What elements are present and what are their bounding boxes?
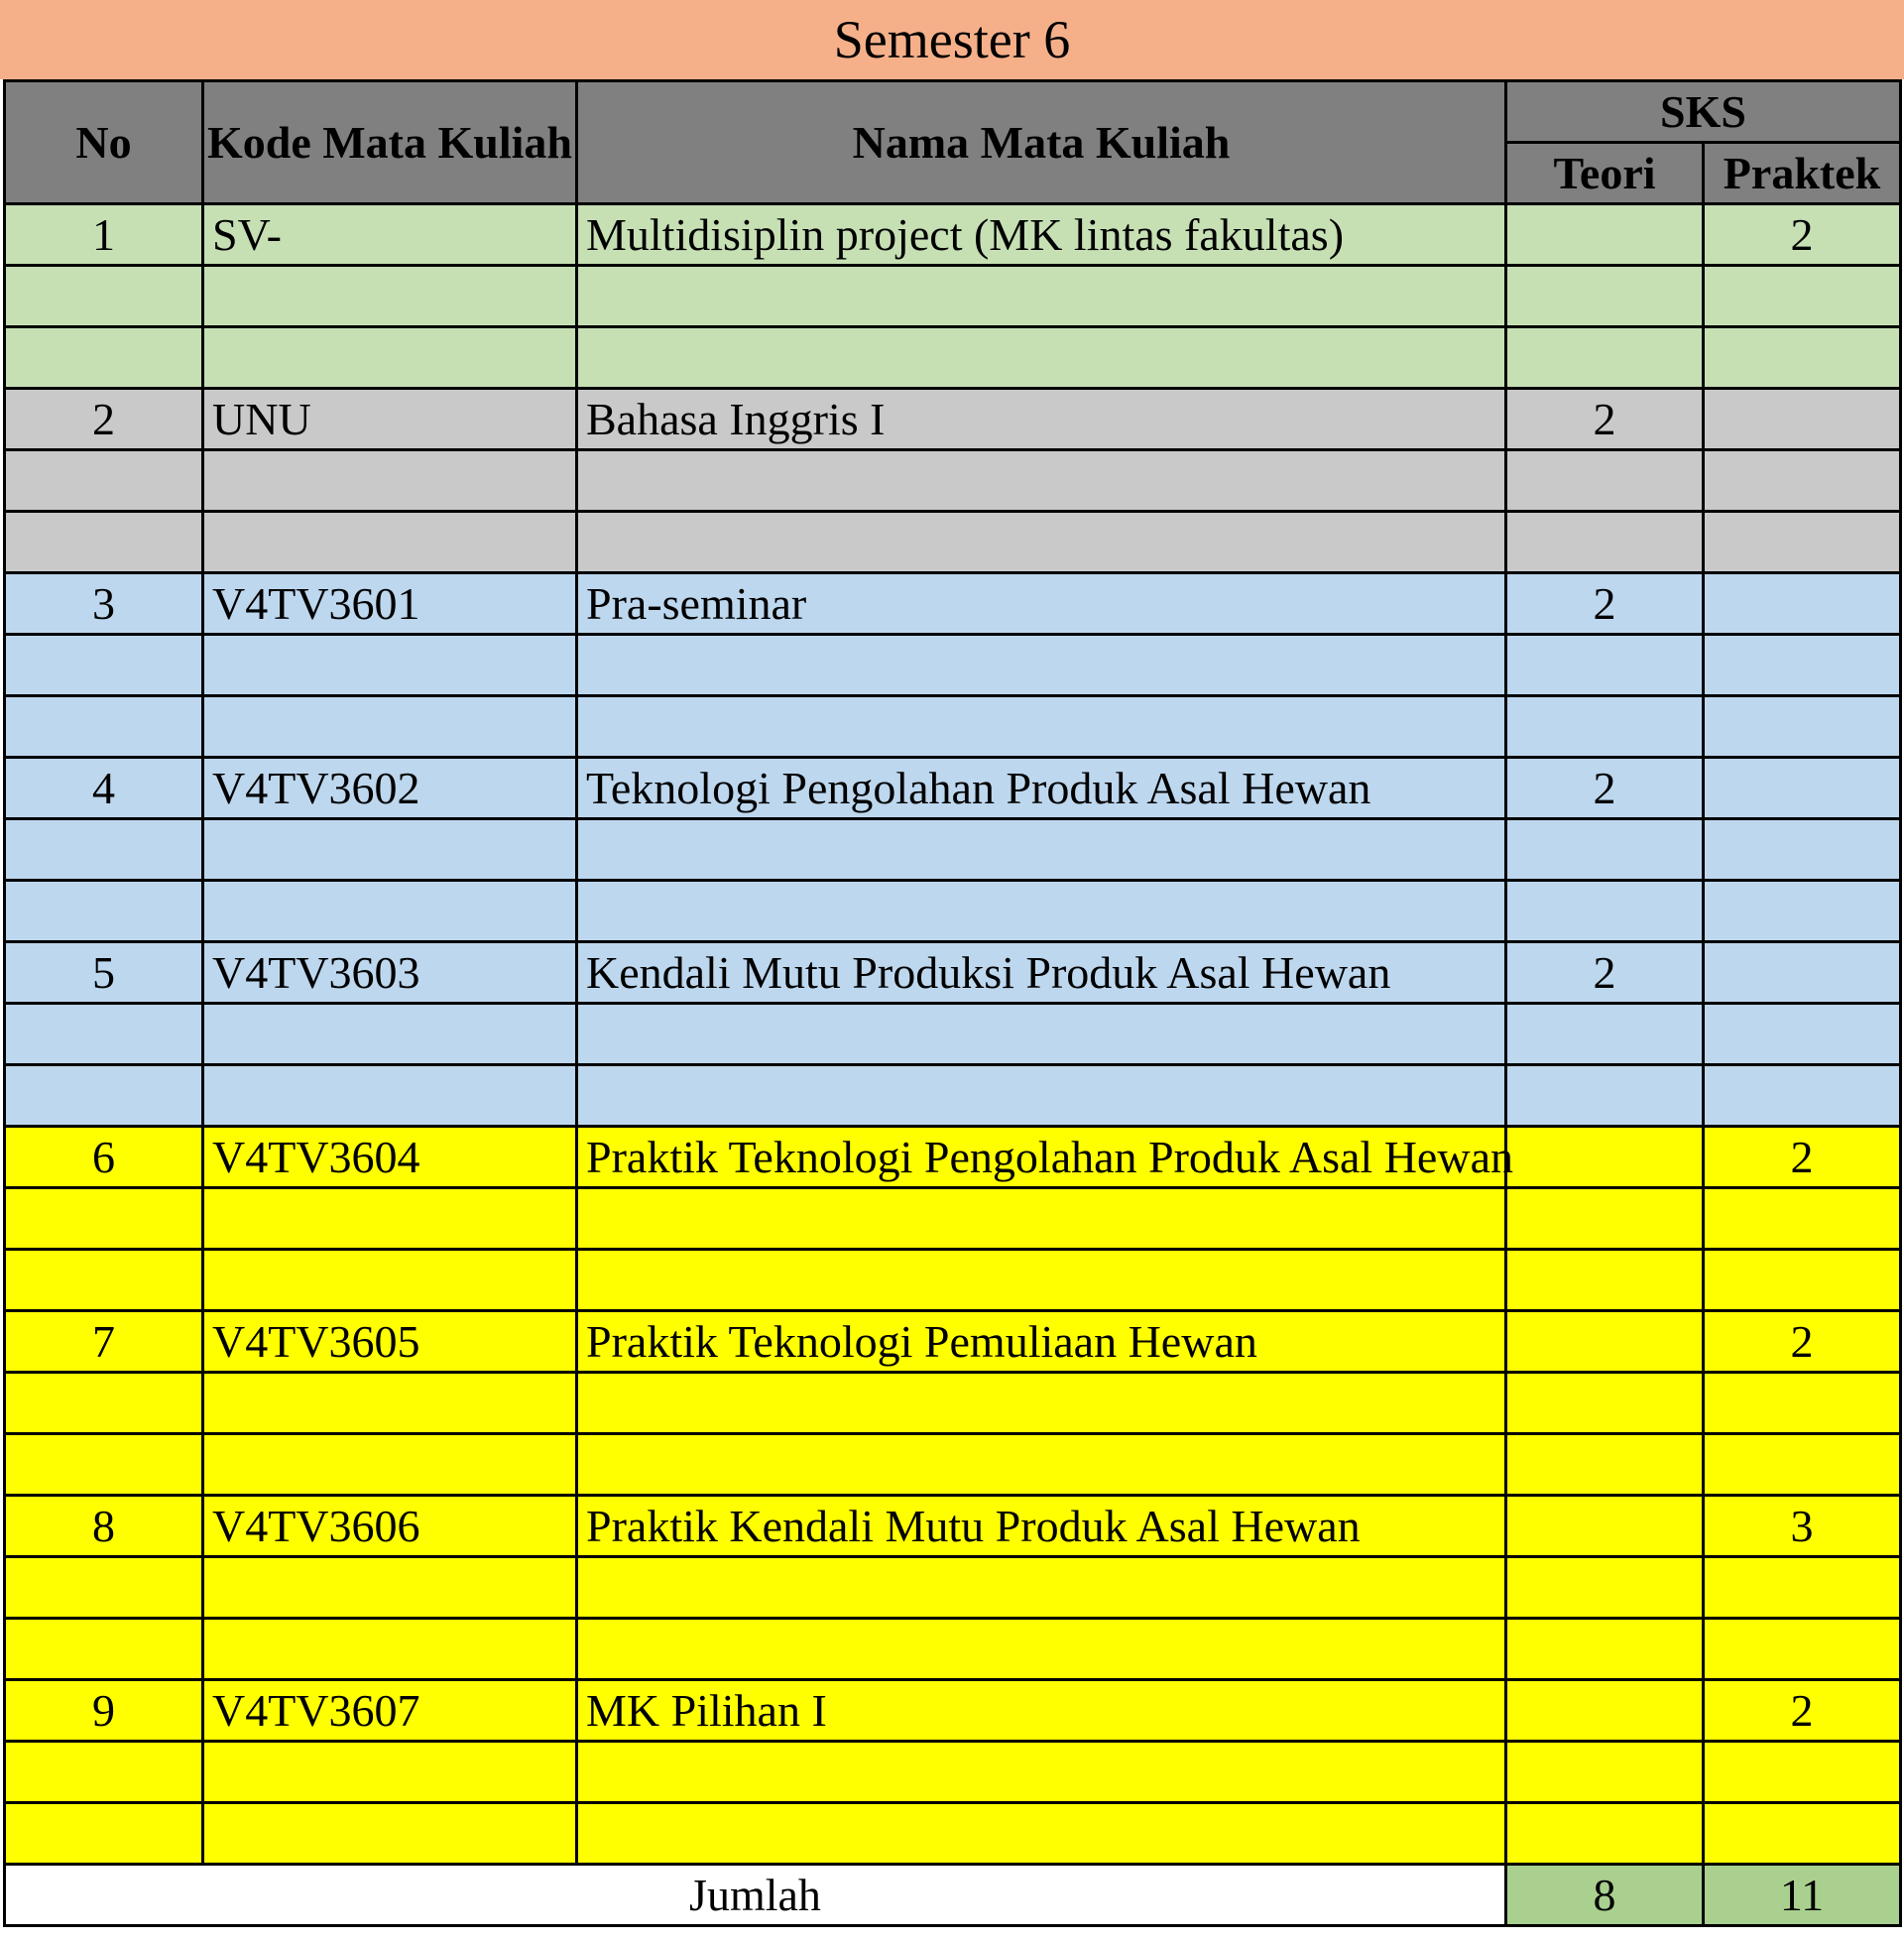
cell-teori — [1506, 1619, 1704, 1680]
cell-code — [203, 1004, 577, 1065]
cell-no — [5, 1619, 203, 1680]
cell-code — [203, 696, 577, 758]
cell-teori — [1506, 1803, 1704, 1865]
table-row — [5, 942, 1901, 1004]
table-row — [5, 1311, 1901, 1373]
table-row — [5, 573, 1901, 635]
table-row-spacer — [5, 266, 1901, 327]
cell-name — [577, 1250, 1506, 1311]
cell-name — [577, 1557, 1506, 1619]
total-row — [5, 1865, 1901, 1926]
cell-code — [203, 635, 577, 696]
cell-praktek — [1704, 1619, 1901, 1680]
cell-praktek — [1704, 1434, 1901, 1496]
cell-name: MK Pilihan I — [577, 1680, 1506, 1742]
cell-praktek — [1704, 1557, 1901, 1619]
cell-name: Kendali Mutu Produksi Produk Asal Hewan — [577, 942, 1506, 1004]
cell-praktek — [1704, 389, 1901, 450]
cell-teori: 2 — [1506, 942, 1704, 1004]
cell-teori — [1506, 1127, 1704, 1188]
header-no: No — [5, 81, 203, 204]
cell-no: 7 — [5, 1311, 203, 1373]
cell-code: V4TV3605 — [203, 1311, 577, 1373]
cell-name — [577, 696, 1506, 758]
header-teori: Teori — [1506, 143, 1704, 204]
cell-teori — [1506, 1742, 1704, 1803]
cell-name — [577, 1619, 1506, 1680]
cell-name — [577, 450, 1506, 512]
table-row-spacer — [5, 1557, 1901, 1619]
cell-code: V4TV3601 — [203, 573, 577, 635]
cell-no: 2 — [5, 389, 203, 450]
cell-praktek — [1704, 266, 1901, 327]
header-praktek: Praktek — [1704, 143, 1901, 204]
table-row-spacer — [5, 635, 1901, 696]
cell-teori — [1506, 819, 1704, 881]
cell-no: 5 — [5, 942, 203, 1004]
cell-praktek — [1704, 635, 1901, 696]
cell-teori — [1506, 635, 1704, 696]
cell-no — [5, 450, 203, 512]
table-row-spacer — [5, 1373, 1901, 1434]
cell-teori — [1506, 1434, 1704, 1496]
cell-code: V4TV3602 — [203, 758, 577, 819]
table-row-spacer — [5, 819, 1901, 881]
cell-no: 1 — [5, 204, 203, 266]
table-row-spacer — [5, 696, 1901, 758]
cell-no — [5, 819, 203, 881]
cell-no — [5, 1188, 203, 1250]
cell-praktek: 2 — [1704, 204, 1901, 266]
table-row — [5, 1680, 1901, 1742]
cell-no — [5, 1803, 203, 1865]
cell-no — [5, 881, 203, 942]
cell-name: Teknologi Pengolahan Produk Asal Hewan — [577, 758, 1506, 819]
cell-teori — [1506, 1311, 1704, 1373]
table-row — [5, 204, 1901, 266]
table-row-spacer — [5, 1434, 1901, 1496]
cell-teori: 2 — [1506, 389, 1704, 450]
course-table — [3, 79, 1902, 1927]
cell-praktek: 2 — [1704, 1127, 1901, 1188]
cell-name — [577, 1742, 1506, 1803]
cell-code — [203, 266, 577, 327]
cell-no — [5, 266, 203, 327]
table-row-spacer — [5, 1803, 1901, 1865]
cell-teori — [1506, 266, 1704, 327]
cell-praktek — [1704, 1373, 1901, 1434]
cell-praktek — [1704, 758, 1901, 819]
table-row-spacer — [5, 512, 1901, 573]
cell-praktek — [1704, 450, 1901, 512]
table-row-spacer — [5, 1742, 1901, 1803]
cell-no — [5, 327, 203, 389]
cell-teori: 2 — [1506, 573, 1704, 635]
cell-teori — [1506, 1188, 1704, 1250]
cell-name — [577, 1434, 1506, 1496]
cell-teori — [1506, 1680, 1704, 1742]
table-row — [5, 1496, 1901, 1557]
cell-no — [5, 696, 203, 758]
cell-name — [577, 327, 1506, 389]
header-sks: SKS — [1506, 81, 1901, 143]
cell-name: Praktik Teknologi Pengolahan Produk Asal Hewan — [577, 1127, 1506, 1188]
cell-code: SV- — [203, 204, 577, 266]
cell-code — [203, 1557, 577, 1619]
cell-name: Praktik Kendali Mutu Produk Asal Hewan — [577, 1496, 1506, 1557]
cell-praktek — [1704, 1803, 1901, 1865]
cell-no: 9 — [5, 1680, 203, 1742]
cell-no — [5, 1434, 203, 1496]
cell-name — [577, 819, 1506, 881]
cell-code — [203, 512, 577, 573]
cell-teori: 2 — [1506, 758, 1704, 819]
cell-code: V4TV3606 — [203, 1496, 577, 1557]
cell-code: UNU — [203, 389, 577, 450]
cell-no: 8 — [5, 1496, 203, 1557]
cell-praktek — [1704, 819, 1901, 881]
cell-praktek — [1704, 1188, 1901, 1250]
cell-praktek — [1704, 696, 1901, 758]
table-row-spacer — [5, 1619, 1901, 1680]
cell-no — [5, 1373, 203, 1434]
cell-teori — [1506, 1065, 1704, 1127]
table-row-spacer — [5, 327, 1901, 389]
header-code: Kode Mata Kuliah — [203, 81, 577, 204]
cell-no — [5, 1250, 203, 1311]
cell-praktek — [1704, 881, 1901, 942]
cell-praktek — [1704, 942, 1901, 1004]
table-row — [5, 389, 1901, 450]
cell-code — [203, 819, 577, 881]
cell-teori — [1506, 450, 1704, 512]
cell-praktek — [1704, 1065, 1901, 1127]
cell-code — [203, 1188, 577, 1250]
cell-no — [5, 1557, 203, 1619]
cell-teori — [1506, 696, 1704, 758]
cell-teori — [1506, 1250, 1704, 1311]
cell-teori — [1506, 881, 1704, 942]
cell-praktek — [1704, 512, 1901, 573]
table-row-spacer — [5, 1250, 1901, 1311]
total-teori: 8 — [1506, 1865, 1704, 1926]
cell-no — [5, 1742, 203, 1803]
cell-name: Multidisiplin project (MK lintas fakultas) — [577, 204, 1506, 266]
cell-code — [203, 1373, 577, 1434]
cell-teori — [1506, 204, 1704, 266]
table-row-spacer — [5, 1188, 1901, 1250]
total-label: Jumlah — [5, 1865, 1506, 1926]
total-praktek: 11 — [1704, 1865, 1901, 1926]
cell-name — [577, 1803, 1506, 1865]
cell-code: V4TV3603 — [203, 942, 577, 1004]
table-row-spacer — [5, 450, 1901, 512]
cell-praktek: 2 — [1704, 1680, 1901, 1742]
table-row-spacer — [5, 1065, 1901, 1127]
cell-name: Pra-seminar — [577, 573, 1506, 635]
cell-name — [577, 1373, 1506, 1434]
cell-praktek — [1704, 1004, 1901, 1065]
cell-code — [203, 1742, 577, 1803]
cell-code — [203, 1619, 577, 1680]
cell-praktek — [1704, 1250, 1901, 1311]
cell-teori — [1506, 1373, 1704, 1434]
table-row-spacer — [5, 881, 1901, 942]
cell-praktek — [1704, 327, 1901, 389]
cell-code — [203, 1803, 577, 1865]
cell-no: 6 — [5, 1127, 203, 1188]
cell-code: V4TV3604 — [203, 1127, 577, 1188]
cell-code: V4TV3607 — [203, 1680, 577, 1742]
cell-name — [577, 1065, 1506, 1127]
cell-name: Praktik Teknologi Pemuliaan Hewan — [577, 1311, 1506, 1373]
cell-no — [5, 635, 203, 696]
cell-name — [577, 266, 1506, 327]
cell-praktek — [1704, 573, 1901, 635]
cell-name — [577, 635, 1506, 696]
cell-teori — [1506, 327, 1704, 389]
cell-praktek — [1704, 1742, 1901, 1803]
cell-code — [203, 327, 577, 389]
cell-code — [203, 1434, 577, 1496]
cell-name: Bahasa Inggris I — [577, 389, 1506, 450]
cell-code — [203, 881, 577, 942]
cell-name — [577, 512, 1506, 573]
header-name: Nama Mata Kuliah — [577, 81, 1506, 204]
cell-teori — [1506, 1557, 1704, 1619]
cell-code — [203, 450, 577, 512]
semester-title: Semester 6 — [0, 0, 1904, 79]
table-row — [5, 758, 1901, 819]
cell-name — [577, 1188, 1506, 1250]
cell-name — [577, 1004, 1506, 1065]
cell-no — [5, 1065, 203, 1127]
cell-praktek: 3 — [1704, 1496, 1901, 1557]
cell-no — [5, 1004, 203, 1065]
table-row — [5, 1127, 1901, 1188]
cell-no — [5, 512, 203, 573]
cell-name — [577, 881, 1506, 942]
cell-no: 4 — [5, 758, 203, 819]
cell-code — [203, 1250, 577, 1311]
cell-teori — [1506, 512, 1704, 573]
cell-code — [203, 1065, 577, 1127]
cell-praktek: 2 — [1704, 1311, 1901, 1373]
cell-no: 3 — [5, 573, 203, 635]
table-row-spacer — [5, 1004, 1901, 1065]
cell-teori — [1506, 1496, 1704, 1557]
cell-teori — [1506, 1004, 1704, 1065]
